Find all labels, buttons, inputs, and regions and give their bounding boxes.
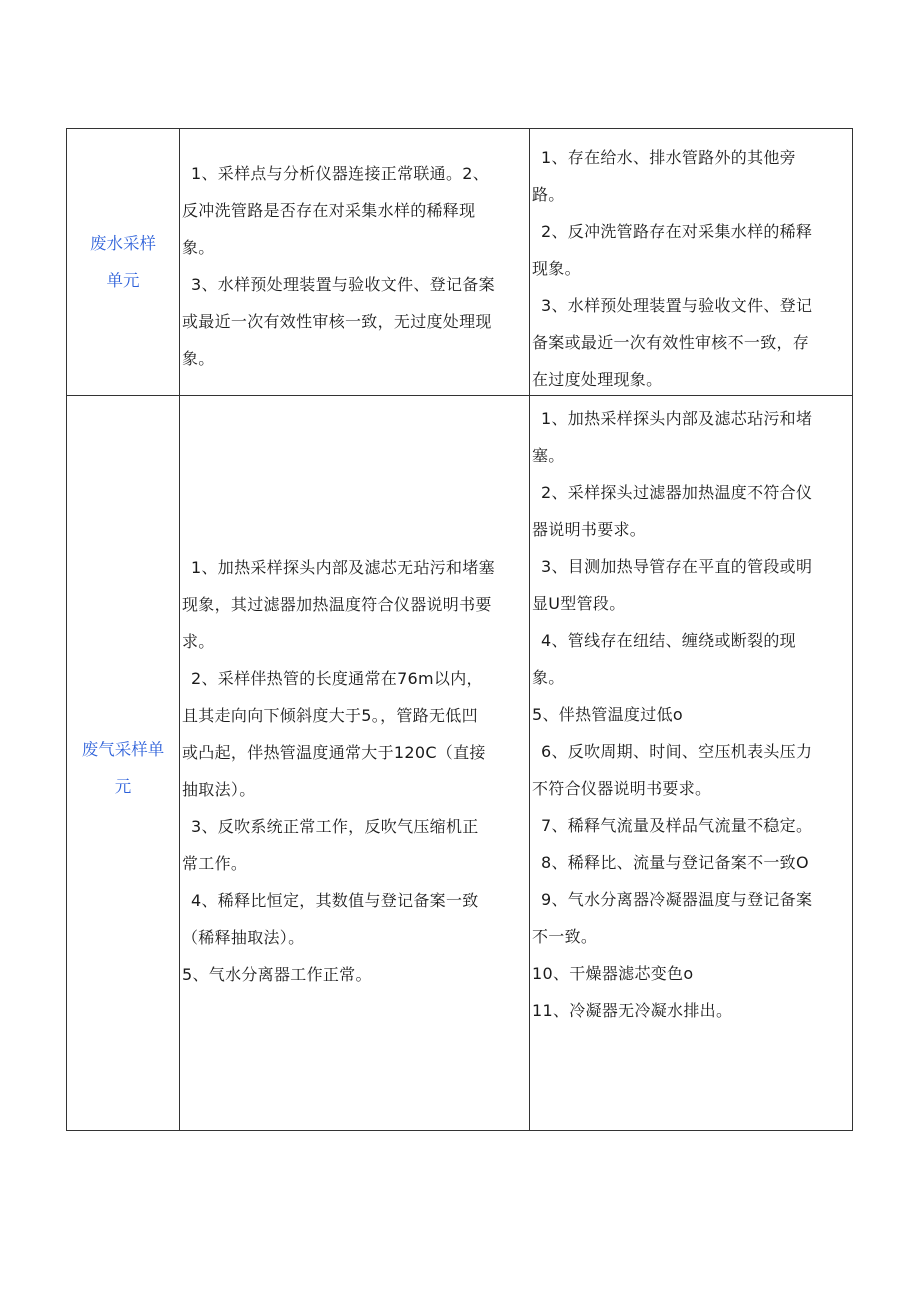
inspection-table [66, 128, 853, 1131]
text-line: 象。 [182, 349, 215, 368]
text-line: 1、加热采样探头内部及滤芯无玷污和堵塞 [191, 558, 495, 577]
text-line: 7、稀释气流量及样品气流量不稳定。 [541, 816, 813, 835]
text-line: 现象，其过滤器加热温度符合仪器说明书要 [182, 595, 492, 614]
text-line: 不符合仪器说明书要求。 [532, 779, 712, 798]
text-line: 9、气水分离器冷凝器温度与登记备案 [541, 890, 813, 909]
normal-criteria-wastegas [180, 549, 528, 993]
text-line: 1、存在给水、排水管路外的其他旁 [541, 148, 796, 167]
text-line: 象。 [182, 238, 215, 257]
normal-criteria-wastewater [180, 155, 528, 377]
text-line: 或最近一次有效性审核一致，无过度处理现 [182, 312, 492, 331]
text-line: 4、稀释比恒定，其数值与登记备案一致 [191, 891, 479, 910]
text-line: 4、管线存在纽结、缠绕或断裂的现 [541, 631, 796, 650]
text-line: 象。 [532, 668, 565, 687]
text-line: 或凸起，伴热管温度通常大于120C（直接 [182, 743, 486, 762]
text-line: 1、加热采样探头内部及滤芯玷污和堵 [541, 409, 813, 428]
text-line: 5、伴热管温度过低o [532, 705, 683, 724]
text-line: 不一致。 [532, 927, 598, 946]
text-line: 现象。 [532, 259, 581, 278]
text-line: 塞。 [532, 446, 565, 465]
text-line: 3、水样预处理装置与验收文件、登记备案 [191, 275, 495, 294]
text-line: 8、稀释比、流量与登记备案不一致O [541, 853, 809, 872]
text-line: 10、干燥器滤芯变色o [532, 964, 694, 983]
abnormal-criteria-wastegas [530, 400, 853, 1029]
unit-label-wastewater [67, 225, 179, 299]
text-line: 反冲洗管路是否存在对采集水样的稀释现 [182, 201, 476, 220]
text-line: 在过度处理现象。 [532, 370, 663, 389]
text-line: 2、采样伴热管的长度通常在76m以内， [191, 669, 483, 688]
text-line: 器说明书要求。 [532, 520, 647, 539]
unit-label-line: 单元 [106, 271, 140, 290]
text-line: 5、气水分离器工作正常。 [182, 965, 372, 984]
text-line: 2、采样探头过滤器加热温度不符合仪 [541, 483, 813, 502]
unit-label-wastegas [67, 731, 179, 805]
text-line: 备案或最近一次有效性审核不一致，存 [532, 333, 810, 352]
text-line: 2、反冲洗管路存在对采集水样的稀释 [541, 222, 813, 241]
text-line: 且其走向向下倾斜度大于5。，管路无低凹 [182, 706, 478, 725]
text-line: 路。 [532, 185, 565, 204]
unit-label-line: 元 [114, 777, 132, 796]
text-line: 3、水样预处理装置与验收文件、登记 [541, 296, 813, 315]
abnormal-criteria-wastewater [530, 139, 853, 398]
text-line: 显U型管段。 [532, 594, 626, 613]
text-line: 11、冷凝器无冷凝水排出。 [532, 1001, 733, 1020]
text-line: 抽取法）。 [182, 780, 256, 799]
text-line: 3、反吹系统正常工作，反吹气压缩机正 [191, 817, 479, 836]
text-line: 6、反吹周期、时间、空压机表头压力 [541, 742, 813, 761]
unit-label-line: 废气采样单 [81, 740, 165, 759]
text-line: 常工作。 [182, 854, 248, 873]
text-line: 求。 [182, 632, 215, 651]
text-line: 1、采样点与分析仪器连接正常联通。2、 [191, 164, 490, 183]
text-line: 3、目测加热导管存在平直的管段或明 [541, 557, 813, 576]
unit-label-line: 废水采样 [90, 234, 156, 253]
text-line: （稀释抽取法）。 [182, 928, 305, 947]
